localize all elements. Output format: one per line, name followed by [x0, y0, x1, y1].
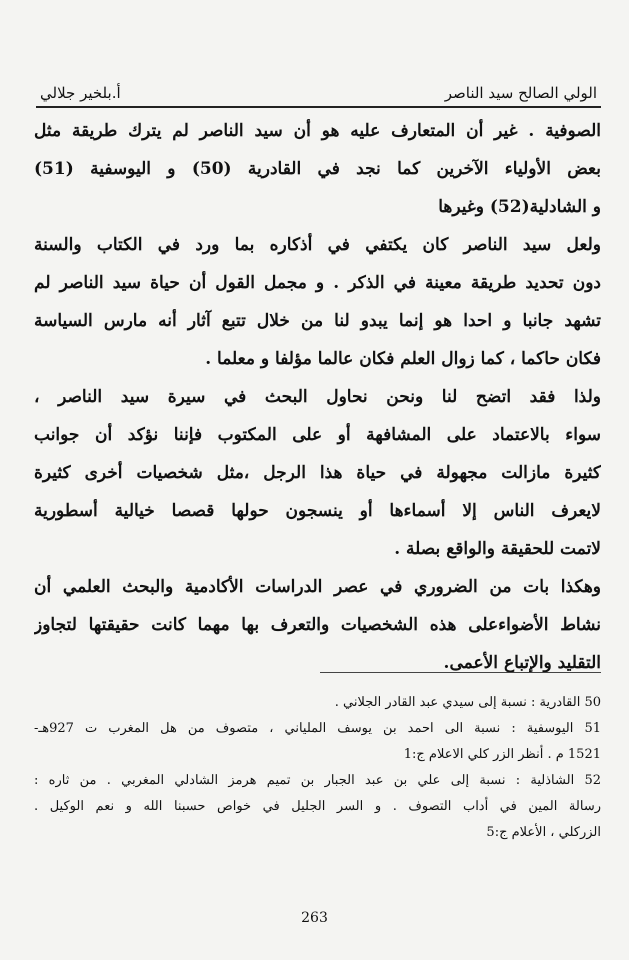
text-line: الصوفية . غير أن المتعارف عليه هو أن سيد الناصر لم يترك طريقة مثل	[34, 121, 601, 141]
footnote-line: 51 اليوسفية : نسبة الى احمد بن يوسف الملياني ، متصوف من هل المغرب ت 927هـ-	[34, 721, 601, 736]
text-line: وهكذا بات من الضروري في عصر الدراسات الأكادمية والبحث العلمي أن	[34, 577, 601, 597]
header-author: أ.بلخير جلالي	[40, 84, 121, 102]
text-line: لاتمت للحقيقة والواقع بصلة .	[394, 539, 601, 559]
footnote-line: 52 الشاذلية : نسبة إلى علي بن عبد الجبار بن تميم هرمز الشادلي المغربي . من ثاره :	[34, 773, 601, 788]
text-line: التقليد والإتباع الأعمى.	[443, 653, 601, 673]
text-line: دون تحديد طريقة معينة في الذكر . و مجمل القول أن حياة سيد الناصر لم	[34, 273, 601, 293]
footnote-line: رسالة المين في أداب التصوف . و السر الجليل في خواص حسبنا الله و نعم الوكيل .	[34, 799, 601, 814]
footnote-line: 1521 م . أنظر الزر كلي الاعلام ج:1	[403, 747, 601, 762]
text-line: نشاط الأضواءعلى هذه الشخصيات والتعرف بها مهما كانت حقيقتها لتجاوز	[34, 615, 601, 635]
text-line: سواء بالاعتماد على المشافهة أو على المكتوب فإننا نؤكد أن جوانب	[34, 425, 601, 445]
footnote-line: الزركلي ، الأعلام ج:5	[486, 825, 601, 840]
text-line: و الشادلية(52) وغيرها	[438, 197, 601, 217]
header-title: الولي الصالح سيد الناصر	[444, 84, 597, 102]
text-line: كثيرة مازالت مجهولة في حياة هذا الرجل ،مثل شخصيات أخرى كثيرة	[34, 463, 601, 483]
running-header	[36, 80, 601, 108]
footnote-separator	[320, 672, 601, 673]
footnote-line: 50 القادرية : نسبة إلى سيدي عبد القادر الجلاني .	[334, 695, 601, 710]
text-line: فكان حاكما ، كما زوال العلم فكان عالما مؤلفا و معلما .	[205, 349, 601, 369]
text-line: بعض الأولياء الآخرين كما نجد في القادرية (50) و اليوسفية (51)	[34, 159, 601, 179]
text-line: ولعل سيد الناصر كان يكتفي في أذكاره بما ورد في الكتاب والسنة	[34, 235, 601, 255]
main-text	[34, 112, 601, 682]
text-line: ولذا فقد اتضح لنا ونحن نحاول البحث في سيرة سيد الناصر ،	[34, 387, 601, 407]
footnotes	[34, 690, 601, 846]
page-number: 263	[301, 910, 328, 926]
text-line: لايعرف الناس إلا أسماءها أو ينسجون حولها قصصا خيالية أسطورية	[34, 501, 601, 521]
text-line: تشهد جانبا و احدا هو إنما يبدو لنا من خلال تتبع آثار أنه مارس السياسة	[34, 311, 601, 331]
